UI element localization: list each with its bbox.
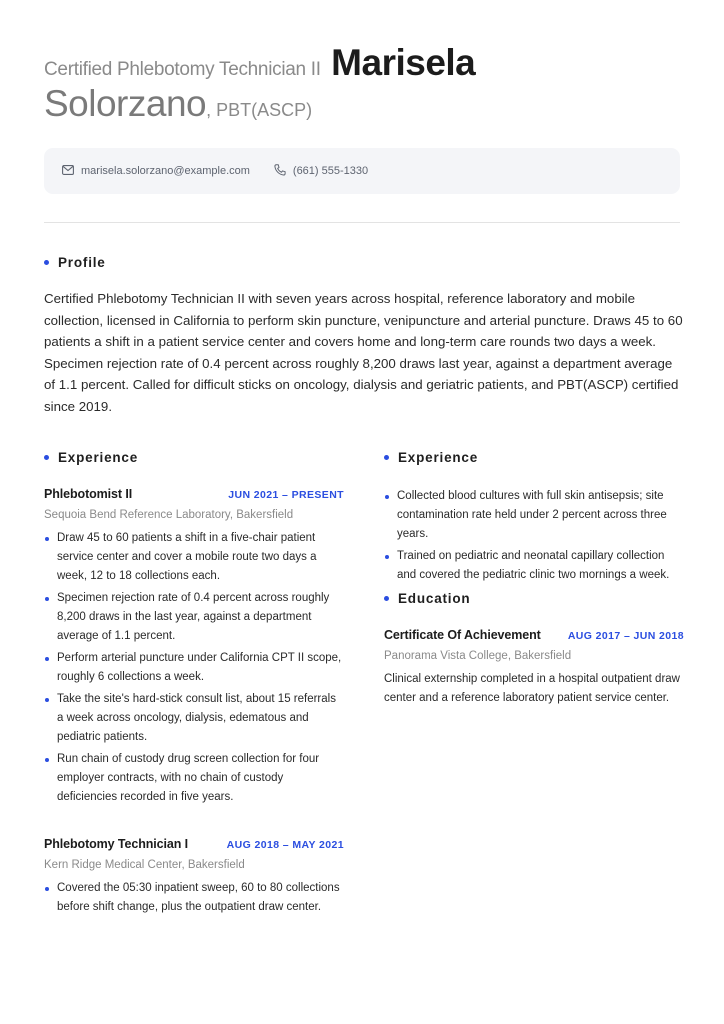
school-location: , Bakersfield — [507, 650, 572, 662]
job-dates: JUN 2021 – PRESENT — [228, 489, 344, 501]
resume-header — [44, 44, 684, 122]
education-dates: AUG 2017 – JUN 2018 — [567, 630, 684, 642]
contact-phone[interactable] — [274, 164, 368, 179]
education-organization — [384, 650, 684, 662]
email-text: marisela.solorzano@example.com — [81, 165, 250, 177]
list-item: Perform arterial puncture under California CPT II scope, roughly 6 collections a week. — [44, 649, 344, 687]
profile-heading-label: Profile — [58, 255, 106, 270]
contact-bar — [44, 148, 680, 194]
list-item: Draw 45 to 60 patients a shift in a five-chair patient service center and cover a mobile route two days a week, 12 to 18 collections each. — [44, 529, 344, 586]
employer-name: Kern Ridge Medical Center — [44, 859, 182, 871]
experience-continued-heading-label: Experience — [398, 450, 479, 465]
employer-location: , Bakersfield — [181, 859, 245, 871]
list-item: Run chain of custody drug screen collection for four employer contracts, with no chain of custody deficiencies recorded in five years. — [44, 750, 344, 807]
credential: , PBT(ASCP) — [206, 100, 313, 120]
employer-location: , Bakersfield — [229, 509, 294, 521]
job-dates: AUG 2018 – MAY 2021 — [226, 839, 344, 851]
experience-continued-heading — [384, 450, 684, 465]
job-bullets — [44, 529, 344, 807]
employer-name: Sequoia Bend Reference Laboratory — [44, 509, 230, 521]
job-header — [44, 837, 344, 851]
education-header — [384, 628, 684, 642]
name-line-2 — [44, 85, 684, 122]
list-item: Trained on pediatric and neonatal capillary collection and covered the pediatric clinic two mornings a week. — [384, 547, 684, 585]
experience-heading-label: Experience — [58, 450, 139, 465]
education-description: Clinical externship completed in a hospital outpatient draw center and a reference laboratory patient service center. — [384, 673, 680, 704]
job-organization — [44, 509, 344, 521]
job-header — [44, 487, 344, 501]
job-bullets — [44, 879, 344, 917]
list-item: Specimen rejection rate of 0.4 percent across roughly 8,200 draws in the last year, against a department average of 1.1 percent. — [44, 589, 344, 646]
job-entry — [44, 487, 344, 807]
job-entry — [44, 837, 344, 917]
experience-heading — [44, 450, 344, 465]
right-column — [384, 450, 684, 708]
list-item: Covered the 05:30 inpatient sweep, 60 to 80 collections before shift change, plus the outpatient draw center. — [44, 879, 344, 917]
bullet-dot-icon — [384, 596, 389, 601]
job-organization — [44, 859, 344, 871]
list-item: Collected blood cultures with full skin antisepsis; site contamination rate held under 2 percent across three years. — [384, 487, 684, 544]
name-line-1 — [44, 44, 684, 81]
experience-continued-bullets — [384, 487, 684, 585]
mail-icon — [62, 165, 81, 178]
bullet-dot-icon — [44, 260, 49, 265]
contact-email[interactable] — [62, 165, 250, 178]
phone-text: (661) 555-1330 — [292, 165, 369, 177]
phone-icon — [274, 164, 293, 179]
job-title: Phlebotomist II — [44, 487, 133, 501]
job-title-prefix: Certified Phlebotomy Technician II — [44, 59, 321, 80]
first-name: Marisela — [331, 42, 476, 83]
header-divider — [44, 222, 680, 223]
bullet-dot-icon — [384, 455, 389, 460]
profile-heading — [44, 255, 106, 270]
bullet-dot-icon — [44, 455, 49, 460]
school-name: Panorama Vista College — [384, 650, 508, 662]
last-name: Solorzano — [44, 83, 207, 124]
list-item: Take the site's hard-stick consult list, about 15 referrals a week across oncology, dialysis, edematous and pediatric patients. — [44, 690, 344, 747]
job-title: Phlebotomy Technician I — [44, 837, 189, 851]
profile-text: Certified Phlebotomy Technician II with seven years across hospital, reference laboratory and mobile collection, licensed in California to perform skin puncture, venipuncture and arterial puncture. Draws 45 to 60 patients a shift in a patient service center and covers home and long-term care rounds two days a week. Specimen rejection rate of 0.4 percent across roughly 8,200 draws last year, against a department average of 1.1 percent. Called for difficult sticks on oncology, dialysis and geriatric patients, and PBT(ASCP) certified since 2019. — [44, 291, 683, 414]
education-heading-label: Education — [398, 591, 471, 606]
left-column — [44, 450, 344, 920]
education-heading — [384, 591, 684, 606]
education-title: Certificate Of Achievement — [384, 628, 541, 642]
